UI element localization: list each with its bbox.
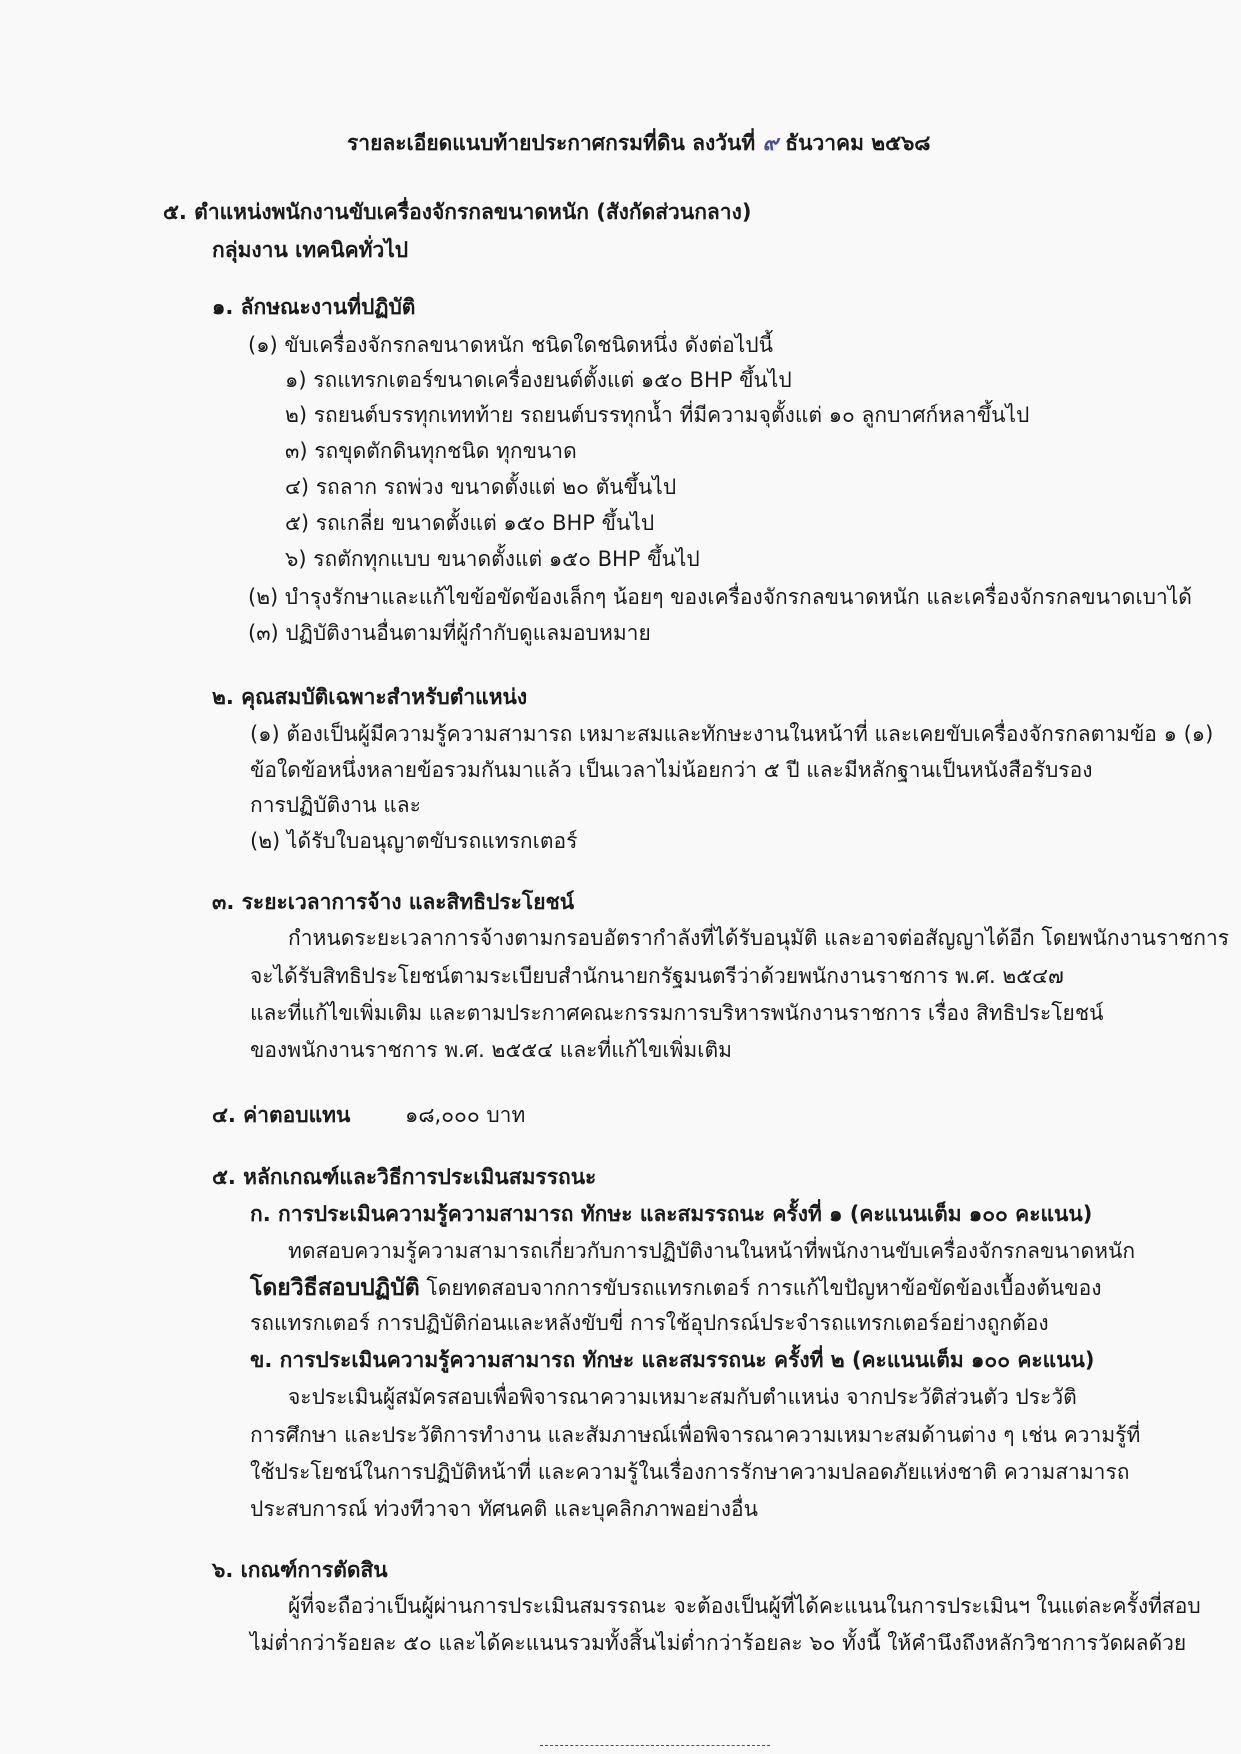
section-1-heading: ๑. ลักษณะงานที่ปฏิบัติ — [212, 295, 416, 319]
assessment-b-line-1: จะประเมินผู้สมัครสอบเพื่อพิจารณาความเหมาะสมกับตำแหน่ง จากประวัติส่วนตัว ประวัติ — [288, 1385, 1077, 1409]
section-3-line-1: กำหนดระยะเวลาการจ้างตามกรอบอัตรากำลังที่ได้รับอนุมัติ และอาจต่อสัญญาได้อีก โดยพนักงานราชการ — [288, 926, 1230, 950]
end-divider — [540, 1745, 770, 1746]
section-2-line-3: การปฏิบัติงาน และ — [250, 793, 421, 817]
section-5-heading: ๕. หลักเกณฑ์และวิธีการประเมินสมรรถนะ — [212, 1165, 597, 1189]
vehicle-item: ๖) รถตักทุกแบบ ขนาดตั้งแต่ ๑๕๐ BHP ขึ้นไป — [285, 547, 700, 571]
vehicle-item: ๑) รถแทรกเตอร์ขนาดเครื่องยนต์ตั้งแต่ ๑๕๐ BHP ขึ้นไป — [285, 368, 792, 392]
section-4-heading: ๔. ค่าตอบแทน — [212, 1103, 351, 1127]
assessment-a-line-2 — [250, 1273, 1102, 1303]
title-prefix: รายละเอียดแนบท้ายประกาศกรมที่ดิน ลงวันที่ — [347, 131, 756, 155]
handwritten-day: ๙ — [762, 131, 778, 155]
section-6-heading: ๖. เกณฑ์การตัดสิน — [212, 1558, 388, 1582]
section-2-heading: ๒. คุณสมบัติเฉพาะสำหรับตำแหน่ง — [212, 685, 528, 709]
section-6-line-2: ไม่ต่ำกว่าร้อยละ ๕๐ และได้คะแนนรวมทั้งสิ้นไม่ต่ำกว่าร้อยละ ๖๐ ทั้งนี้ ให้คำนึงถึงหลักวิชาการวัดผลด้วย — [250, 1631, 1187, 1655]
assessment-a-line-2-rest: โดยทดสอบจากการขับรถแทรกเตอร์ การแก้ไขปัญหาข้อขัดข้องเบื้องต้นของ — [419, 1276, 1102, 1300]
vehicle-item: ๓) รถขุดตักดินทุกชนิด ทุกขนาด — [285, 439, 577, 463]
section-1-para-1: (๑) ขับเครื่องจักรกลขนาดหนัก ชนิดใดชนิดหนึ่ง ดังต่อไปนี้ — [248, 333, 773, 357]
section-3-line-4: ของพนักงานราชการ พ.ศ. ๒๕๕๔ และที่แก้ไขเพิ่มเติม — [250, 1038, 732, 1062]
section-3-heading: ๓. ระยะเวลาการจ้าง และสิทธิประโยชน์ — [212, 890, 575, 914]
section-1-para-3: (๓) ปฏิบัติงานอื่นตามที่ผู้กำกับดูแลมอบหมาย — [248, 621, 651, 645]
section-6-line-1: ผู้ที่จะถือว่าเป็นผู้ผ่านการประเมินสมรรถนะ จะต้องเป็นผู้ที่ได้คะแนนในการประเมินฯ ในแต่ละครั้งที่สอบ — [288, 1594, 1201, 1618]
vehicle-item: ๕) รถเกลี่ย ขนาดตั้งแต่ ๑๕๐ BHP ขึ้นไป — [285, 511, 655, 535]
section-2-line-4: (๒) ได้รับใบอนุญาตขับรถแทรกเตอร์ — [250, 829, 578, 853]
section-3-line-3: และที่แก้ไขเพิ่มเติม และตามประกาศคณะกรรมการบริหารพนักงานราชการ เรื่อง สิทธิประโยชน์ — [250, 1001, 1104, 1025]
assessment-b-line-2: การศึกษา และประวัติการทำงาน และสัมภาษณ์เพื่อพิจารณาความเหมาะสมด้านต่าง ๆ เช่น ความรู้ที่ — [250, 1423, 1141, 1447]
section-1-para-2: (๒) บำรุงรักษาและแก้ไขข้อขัดข้องเล็กๆ น้อยๆ ของเครื่องจักรกลขนาดหนัก และเครื่องจักรกลขนาดเบาได้ — [248, 585, 1192, 609]
section-2-line-2: ข้อใดข้อหนึ่งหลายข้อรวมกันมาแล้ว เป็นเวลาไม่น้อยกว่า ๕ ปี และมีหลักฐานเป็นหนังสือรับรอง — [250, 758, 1093, 782]
compensation-amount: ๑๘,๐๐๐ บาท — [405, 1103, 526, 1127]
assessment-a-line-3: รถแทรกเตอร์ การปฏิบัติก่อนและหลังขับขี่ การใช้อุปกรณ์ประจำรถแทรกเตอร์อย่างถูกต้อง — [250, 1311, 1049, 1335]
vehicle-item: ๔) รถลาก รถพ่วง ขนาดตั้งแต่ ๒๐ ตันขึ้นไป — [285, 475, 677, 499]
practical-test-emphasis: โดยวิธีสอบปฏิบัติ — [250, 1275, 420, 1301]
assessment-b-heading: ข. การประเมินความรู้ความสามารถ ทักษะ และสมรรถนะ ครั้งที่ ๒ (คะแนนเต็ม ๑๐๐ คะแนน) — [250, 1348, 1095, 1372]
vehicle-item: ๒) รถยนต์บรรทุกเททท้าย รถยนต์บรรทุกน้ำ ที่มีความจุตั้งแต่ ๑๐ ลูกบาศก์หลาขึ้นไป — [285, 403, 1030, 427]
title-suffix: ธันวาคม ๒๕๖๘ — [785, 131, 931, 155]
position-title: ๕. ตำแหน่งพนักงานขับเครื่องจักรกลขนาดหนัก (สังกัดส่วนกลาง) — [163, 200, 752, 224]
section-3-line-2: จะได้รับสิทธิประโยชน์ตามระเบียบสำนักนายกรัฐมนตรีว่าด้วยพนักงานราชการ พ.ศ. ๒๕๔๗ — [250, 964, 1064, 988]
section-2-line-1: (๑) ต้องเป็นผู้มีความรู้ความสามารถ เหมาะสมและทักษะงานในหน้าที่ และเคยขับเครื่องจักรกลตามข้อ ๑ (๑) — [250, 722, 1214, 746]
assessment-b-line-4: ประสบการณ์ ท่วงทีวาจา ทัศนคติ และบุคลิกภาพอย่างอื่น — [250, 1497, 759, 1521]
assessment-a-heading: ก. การประเมินความรู้ความสามารถ ทักษะ และสมรรถนะ ครั้งที่ ๑ (คะแนนเต็ม ๑๐๐ คะแนน) — [250, 1202, 1093, 1226]
page-title — [347, 128, 931, 158]
position-group: กลุ่มงาน เทคนิคทั่วไป — [212, 238, 409, 262]
assessment-a-line-1: ทดสอบความรู้ความสามารถเกี่ยวกับการปฏิบัติงานในหน้าที่พนักงานขับเครื่องจักรกลขนาดหนัก — [288, 1239, 1136, 1263]
assessment-b-line-3: ใช้ประโยชน์ในการปฏิบัติหน้าที่ และความรู้ในเรื่องการรักษาความปลอดภัยแห่งชาติ ความสามารถ — [250, 1460, 1130, 1484]
